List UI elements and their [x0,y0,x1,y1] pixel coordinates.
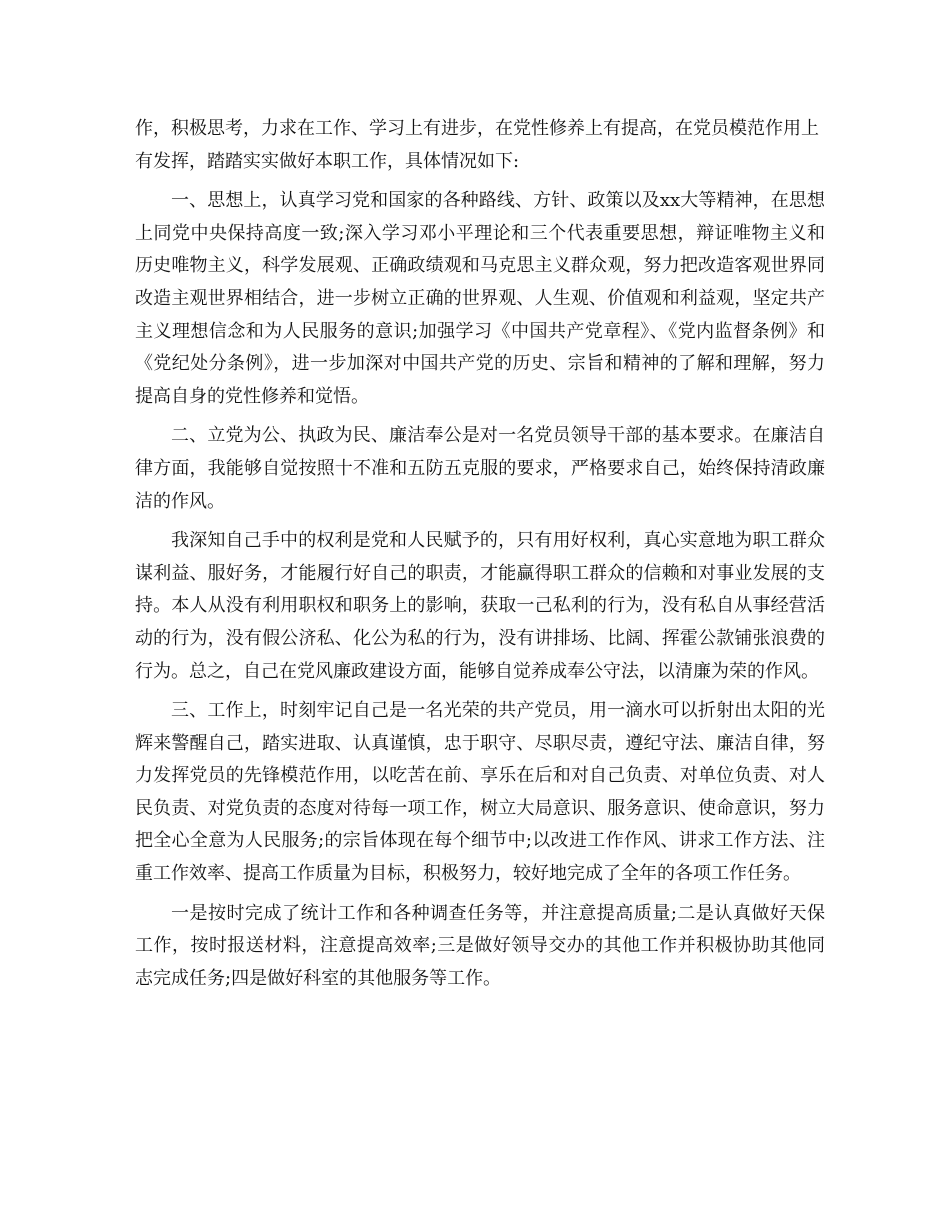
paragraph-power: 我深知自己手中的权利是党和人民赋予的，只有用好权利，真心实意地为职工群众谋利益、服好务，才能履行好自己的职责，才能赢得职工群众的信赖和对事业发展的支持。本人从没有利用职权和职务上的影响，获取一己私利的行为，没有私自从事经营活动的行为，没有假公济私、化公为私的行为，没有讲排场、比阔、挥霍公款铺张浪费的行为。总之，自己在党风廉政建设方面，能够自觉养成奉公守法，以清廉为荣的作风。 [135,530,825,682]
paragraph-ideology: 一、思想上，认真学习党和国家的各种路线、方针、政策以及xx大等精神，在思想上同党中央保持高度一致;深入学习邓小平理论和三个代表重要思想，辩证唯物主义和历史唯物主义，科学发展观、正确政绩观和马克思主义群众观，努力把改造客观世界同改造主观世界相结合，进一步树立正确的世界观、人生观、价值观和利益观，坚定共产主义理想信念和为人民服务的意识;加强学习《中国共产党章程》、《党内监督条例》和《党纪处分条例》，进一步加深对中国共产党的历史、宗旨和精神的了解和理解，努力提高自身的党性修养和觉悟。 [135,190,825,407]
paragraph-integrity: 二、立党为公、执政为民、廉洁奉公是对一名党员领导干部的基本要求。在廉洁自律方面，我能够自觉按照十不准和五防五克服的要求，严格要求自己，始终保持清政廉洁的作风。 [135,425,825,512]
paragraph-tasks: 一是按时完成了统计工作和各种调查任务等，并注意提高质量;二是认真做好天保工作，按时报送材料，注意提高效率;三是做好领导交办的其他工作并积极协助其他同志完成任务;四是做好科室的其他服务等工作。 [135,902,825,989]
paragraph-work: 三、工作上，时刻牢记自己是一名光荣的共产党员，用一滴水可以折射出太阳的光辉来警醒自己，踏实进取、认真谨慎，忠于职守、尽职尽责，遵纪守法、廉洁自律，努力发挥党员的先锋模范作用，以吃苦在前、享乐在后和对自己负责、对单位负责、对人民负责、对党负责的态度对待每一项工作，树立大局意识、服务意识、使命意识，努力把全心全意为人民服务;的宗旨体现在每个细节中;以改进工作作风、讲求工作方法、注重工作效率、提高工作质量为目标，积极努力，较好地完成了全年的各项工作任务。 [135,700,825,885]
document-body [135,113,825,1002]
paragraph-continuation: 作，积极思考，力求在工作、学习上有进步，在党性修养上有提高，在党员模范作用上有发挥，踏踏实实做好本职工作，具体情况如下: [135,118,819,172]
